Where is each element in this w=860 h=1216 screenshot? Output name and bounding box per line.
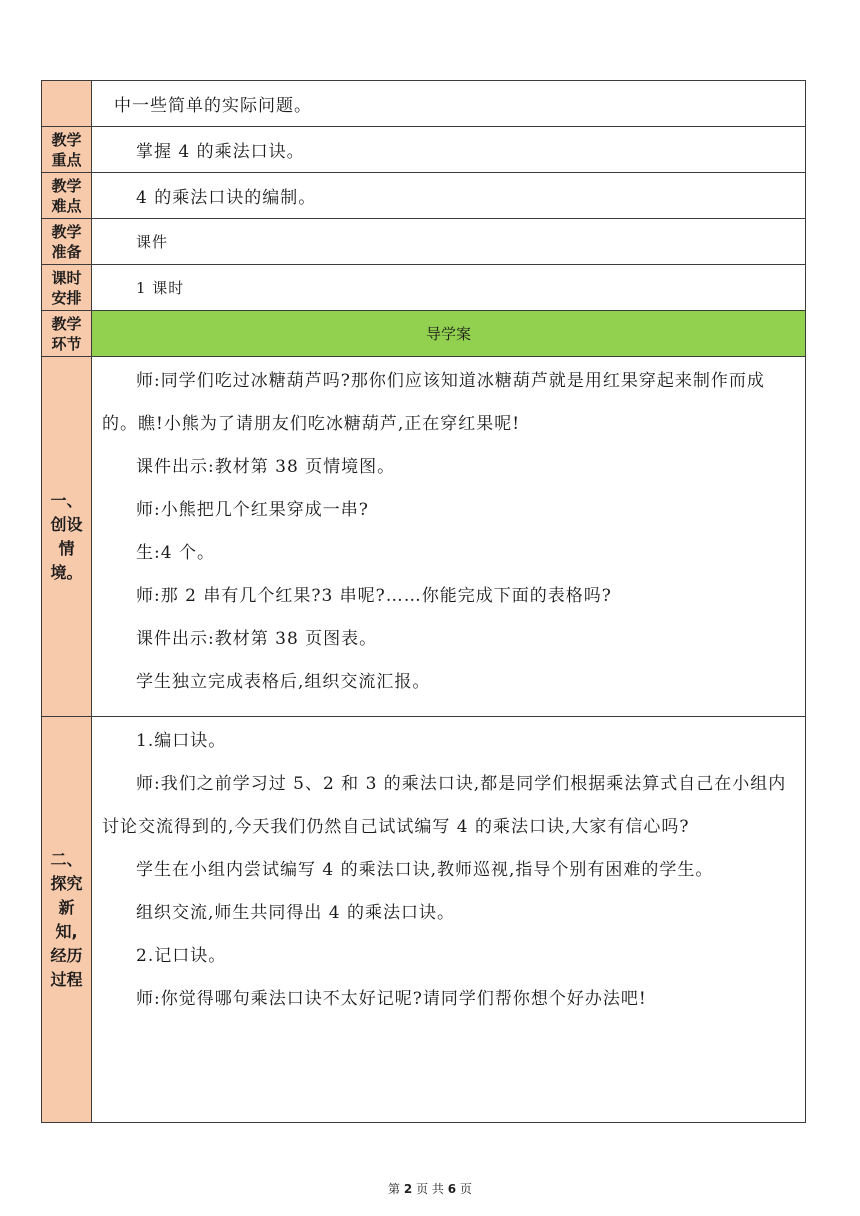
page-number: 2 <box>403 1182 413 1196</box>
stages-header-guide: 导学案 <box>92 311 806 357</box>
section1-paragraph: 课件出示:教材第 38 页图表。 <box>136 629 378 649</box>
row-teaching-stages <box>42 311 806 357</box>
section2-paragraph: 组织交流,师生共同得出 4 的乘法口诀。 <box>136 903 456 923</box>
row-teaching-focus <box>42 127 806 173</box>
section1-paragraph: 生:4 个。 <box>136 543 215 563</box>
section2-label: 二、 探究 新 知, 经历 过程 <box>42 717 92 1123</box>
preparation-text: 课件 <box>92 219 806 265</box>
focus-text: 掌握 4 的乘法口诀。 <box>92 127 806 173</box>
row-teaching-preparation <box>42 219 806 265</box>
page-footer: 第 2 页 共 6 页 <box>388 1182 472 1196</box>
lesson-plan-table <box>41 80 806 1123</box>
section2-paragraph: 1.编口诀。 <box>136 731 227 751</box>
row-continuation <box>42 81 806 127</box>
section2-paragraph: 师:你觉得哪句乘法口诀不太好记呢?请同学们帮你想个好办法吧! <box>136 989 647 1009</box>
section1-paragraph: 师:那 2 串有几个红果?3 串呢?……你能完成下面的表格吗? <box>136 586 612 606</box>
row-section1 <box>42 357 806 717</box>
row-label-schedule: 课时 安排 <box>42 265 92 311</box>
section1-paragraph: 师:小熊把几个红果穿成一串? <box>136 500 369 520</box>
row-teaching-difficulty <box>42 173 806 219</box>
continuation-text: 中一些简单的实际问题。 <box>92 81 806 127</box>
section1-paragraph: 学生独立完成表格后,组织交流汇报。 <box>136 672 431 692</box>
section2-paragraph: 2.记口诀。 <box>136 946 227 966</box>
section1-paragraph: 师:同学们吃过冰糖葫芦吗?那你们应该知道冰糖葫芦就是用红果穿起来制作而成的。瞧!小熊为了请朋友们吃冰糖葫芦,正在穿红果呢! <box>102 371 765 434</box>
row-label-focus: 教学 重点 <box>42 127 92 173</box>
section1-content <box>92 357 806 717</box>
row-label-preparation: 教学 准备 <box>42 219 92 265</box>
section1-label: 一、 创设 情 境。 <box>42 357 92 717</box>
row-label-difficulty: 教学 难点 <box>42 173 92 219</box>
row-schedule <box>42 265 806 311</box>
difficulty-text: 4 的乘法口诀的编制。 <box>92 173 806 219</box>
page-total: 6 <box>447 1182 457 1196</box>
row-label-empty <box>42 81 92 127</box>
section2-paragraph: 学生在小组内尝试编写 4 的乘法口诀,教师巡视,指导个别有困难的学生。 <box>136 860 714 880</box>
row-label-stages: 教学 环节 <box>42 311 92 357</box>
row-section2 <box>42 717 806 1123</box>
section2-paragraph: 师:我们之前学习过 5、2 和 3 的乘法口诀,都是同学们根据乘法算式自己在小组内讨论交流得到的,今天我们仍然自己试试编写 4 的乘法口诀,大家有信心吗? <box>102 774 787 837</box>
schedule-text: 1 课时 <box>92 265 806 311</box>
section1-paragraph: 课件出示:教材第 38 页情境图。 <box>136 457 396 477</box>
section2-content <box>92 717 806 1123</box>
